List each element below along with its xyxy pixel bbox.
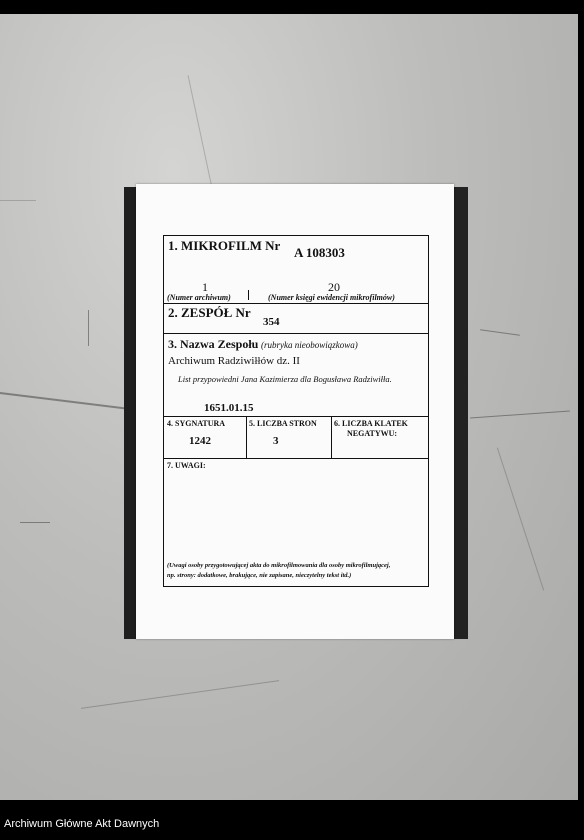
section-3-label: 3. Nazwa Zespołu	[168, 337, 259, 351]
section-5-label: 5. LICZBA STRON	[249, 419, 317, 428]
scratch-mark	[20, 522, 50, 523]
section-2-label: 2. ZESPÓŁ Nr	[168, 305, 251, 320]
section-4-label: 4. SYGNATURA	[167, 419, 226, 428]
card-shadow-right	[452, 187, 468, 639]
fond-name: Archiwum Radziwiłłów dz. II	[168, 355, 300, 367]
fond-number: 354	[263, 316, 280, 328]
scratch-mark	[497, 448, 544, 591]
register-number: 20	[328, 280, 340, 294]
column-divider	[331, 416, 332, 458]
microfilm-number: A 108303	[294, 245, 345, 260]
scratch-mark	[188, 75, 214, 193]
archive-number: 1	[202, 280, 208, 294]
pages-value: 3	[273, 435, 279, 447]
column-divider	[246, 416, 247, 458]
section-7-label: 7. UWAGI:	[167, 461, 206, 470]
section-6-label-line2: NEGATYWU:	[347, 429, 398, 438]
scratch-mark	[0, 392, 129, 409]
signature-value: 1242	[189, 435, 211, 447]
section-divider	[164, 458, 428, 459]
scratch-mark	[0, 200, 36, 201]
section-3-note: (rubryka nieobowiązkowa)	[261, 340, 358, 350]
document-date: 1651.01.15	[204, 402, 254, 414]
archive-number-caption: (Numer archiwum)	[167, 293, 231, 302]
caption-separator	[248, 290, 249, 300]
footnote-line-1: (Uwagi osoby przygotowującej akta do mikrofilmowania dla osoby mikrofilmującej,	[167, 562, 391, 569]
section-divider	[164, 333, 428, 334]
section-1-label: 1. MIKROFILM Nr	[168, 238, 281, 253]
section-divider	[164, 303, 428, 304]
archive-credit: Archiwum Główne Akt Dawnych	[4, 818, 160, 830]
scratch-mark	[81, 680, 279, 709]
section-divider	[164, 416, 428, 417]
scratch-mark	[480, 329, 520, 336]
microfilm-form	[163, 235, 429, 587]
document-title: List przypowiedni Jana Kazimierza dla Bogusława Radziwiłła.	[178, 374, 392, 384]
scratch-mark	[88, 310, 89, 346]
section-6-label: 6. LICZBA KLATEK	[334, 419, 408, 428]
footnote-line-2: np. strony: dodatkowe, brakujące, nie zapisane, nieczytelny tekst itd.)	[167, 572, 352, 579]
register-number-caption: (Numer księgi ewidencji mikrofilmów)	[268, 293, 395, 302]
scratch-mark	[470, 411, 570, 419]
